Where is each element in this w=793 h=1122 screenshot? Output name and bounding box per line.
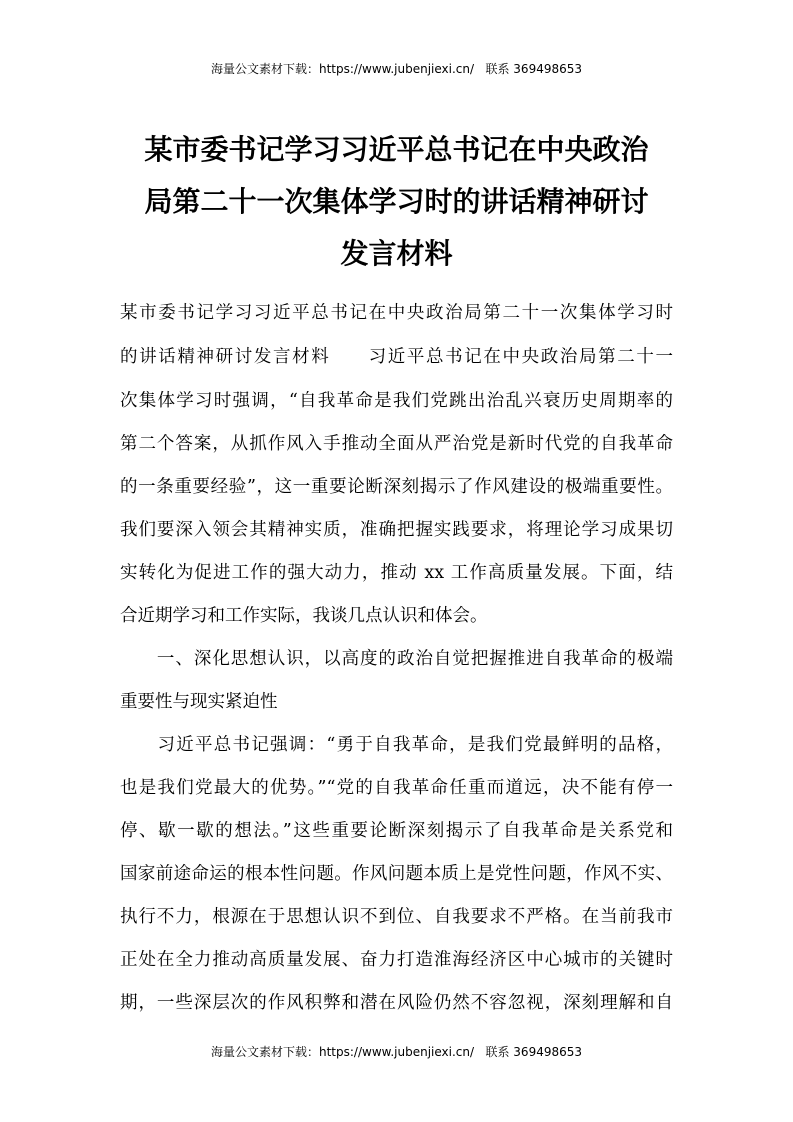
title-line: 局第二十一次集体学习时的讲话精神研讨 [144, 185, 649, 218]
body-line: 也是我们党最大的优势。”“党的自我革命任重而道远，决不能有停一 [120, 778, 673, 798]
title-line: 某市委书记学习习近平总书记在中央政治 [144, 133, 649, 166]
body-line: 实转化为促进工作的强大动力，推动 xx 工作高质量发展。下面，结 [120, 563, 673, 583]
section-heading-line: 一、深化思想认识，以高度的政治自觉把握推进自我革命的极端 [120, 649, 673, 669]
body-line: 次集体学习时强调，“自我革命是我们党跳出治乱兴衰历史周期率的 [120, 391, 673, 411]
page-footer: 海量公文素材下载：https://www.jubenjiexi.cn/ 联系 369498653 [210, 1045, 583, 1059]
body-line: 习近平总书记强调：“勇于自我革命，是我们党最鲜明的品格， [120, 735, 673, 755]
body-line: 我们要深入领会其精神实质，准确把握实践要求，将理论学习成果切 [120, 520, 673, 540]
body-line: 的讲话精神研讨发言材料 习近平总书记在中央政治局第二十一 [120, 347, 673, 367]
body-line: 停、歇一歇的想法。”这些重要论断深刻揭示了自我革命是关系党和 [120, 821, 673, 841]
section-heading-line: 重要性与现实紧迫性 [120, 692, 278, 712]
body-line: 某市委书记学习习近平总书记在中央政治局第二十一次集体学习时 [120, 303, 673, 323]
body-line: 正处在全力推动高质量发展、奋力打造淮海经济区中心城市的关键时 [120, 950, 673, 970]
body-line: 执行不力，根源在于思想认识不到位、自我要求不严格。在当前我市 [120, 907, 673, 927]
body-line: 合近期学习和工作实际，我谈几点认识和体会。 [120, 606, 488, 626]
title-line: 发言材料 [340, 237, 453, 270]
page-header: 海量公文素材下载：https://www.jubenjiexi.cn/ 联系 369498653 [210, 62, 583, 76]
document-title [100, 124, 693, 280]
body-line: 国家前途命运的根本性问题。作风问题本质上是党性问题，作风不实、 [120, 864, 673, 884]
body-line: 的一条重要经验”，这一重要论断深刻揭示了作风建设的极端重要性。 [120, 477, 673, 497]
body-line: 第二个答案，从抓作风入手推动全面从严治党是新时代党的自我革命 [120, 434, 673, 454]
body-line: 期，一些深层次的作风积弊和潜在风险仍然不容忽视，深刻理解和自 [120, 993, 673, 1013]
